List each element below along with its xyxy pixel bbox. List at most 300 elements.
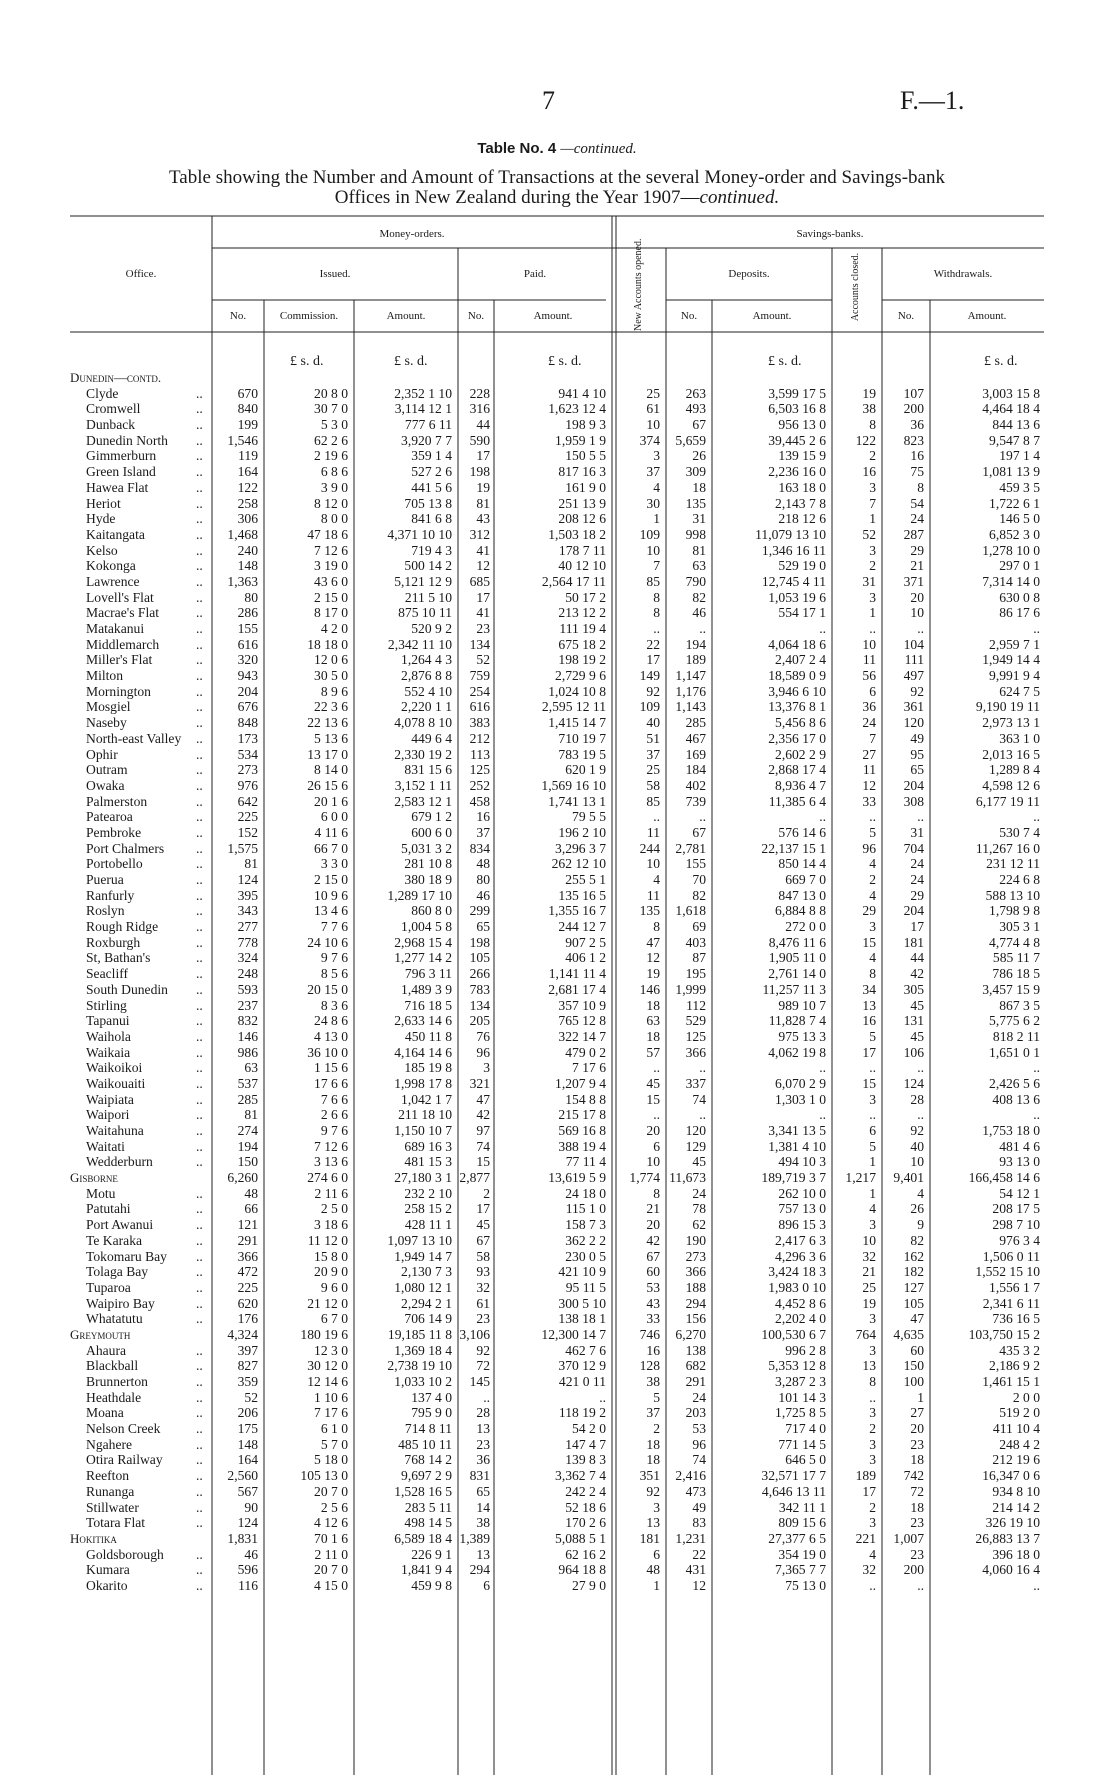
- paid-amount-cell: 255 5 1: [565, 872, 606, 887]
- table-row: [0, 496, 1114, 512]
- deposits-amount-cell: 956 13 0: [778, 417, 826, 433]
- withdrawals-no-cell: 361: [903, 699, 924, 715]
- paid-amount-cell: 50 17 2: [565, 589, 606, 605]
- paid-amount-cell: 161 9 0: [565, 479, 606, 495]
- new-accounts-cell: 109: [639, 526, 660, 542]
- issued-amount-cell: 211 18 10: [398, 1107, 452, 1123]
- deposits-no-cell: 120: [685, 1123, 706, 1138]
- issued-no-cell: 943: [237, 668, 258, 684]
- issued-amount-cell: 4,078 8 10: [394, 715, 452, 731]
- deposits-amount-cell: 646 5 0: [785, 1452, 826, 1468]
- issued-no-cell: 676: [237, 699, 258, 715]
- deposits-no-cell: 790: [685, 573, 706, 589]
- office-name: Heriot: [86, 495, 121, 511]
- office-name: Seacliff: [86, 966, 129, 982]
- deposits-amount-cell: 4,062 19 8: [768, 1044, 826, 1060]
- office-name: Reefton: [86, 1468, 130, 1484]
- issued-no-cell: 148: [237, 558, 258, 574]
- paid-amount-cell: 95 11 5: [565, 1279, 606, 1295]
- issued-commission-cell: 43 6 0: [314, 573, 348, 589]
- issued-amount-cell: 1,264 4 3: [401, 652, 452, 668]
- withdrawals-no-cell: 308: [903, 793, 924, 809]
- paid-amount-cell: 5,088 5 1: [555, 1530, 606, 1546]
- deposits-no-cell: 81: [692, 542, 706, 558]
- withdrawals-amount-cell: 1,552 15 10: [975, 1264, 1040, 1280]
- table-row: [0, 684, 1114, 700]
- office-name: Lawrence: [86, 573, 140, 589]
- withdrawals-amount-cell: 2,013 16 5: [982, 746, 1040, 762]
- table-row: [0, 511, 1114, 527]
- issued-amount-cell: 232 2 10: [404, 1185, 452, 1201]
- withdrawals-amount-cell: 519 2 0: [999, 1405, 1040, 1421]
- accounts-closed-cell: 56: [862, 668, 876, 684]
- withdrawals-amount-cell: 630 0 8: [999, 589, 1040, 605]
- issued-commission-cell: 8 12 0: [314, 495, 348, 511]
- new-accounts-cell: ..: [653, 1107, 660, 1123]
- leader-dots: ..: [196, 636, 203, 652]
- paid-amount-cell: 783 19 5: [558, 746, 606, 762]
- table-row: [0, 480, 1114, 496]
- deposits-amount-cell: 32,571 17 7: [761, 1468, 826, 1484]
- header-withdrawals-amount: Amount.: [967, 310, 1007, 322]
- withdrawals-amount-cell: 9,190 19 11: [975, 699, 1040, 715]
- issued-commission-cell: 7 6 6: [320, 1091, 348, 1107]
- table-row: [0, 794, 1114, 810]
- issued-commission-cell: 20 7 0: [314, 1562, 348, 1578]
- issued-commission-cell: 3 19 0: [314, 558, 348, 574]
- paid-no-cell: 15: [476, 1154, 490, 1170]
- withdrawals-amount-cell: 3,003 15 8: [982, 385, 1040, 401]
- issued-no-cell: 240: [237, 542, 258, 558]
- accounts-closed-cell: 38: [862, 401, 876, 417]
- leader-dots: ..: [196, 432, 203, 448]
- withdrawals-no-cell: 72: [910, 1483, 924, 1499]
- accounts-closed-cell: 16: [862, 1013, 876, 1029]
- new-accounts-cell: 18: [646, 1028, 660, 1044]
- leader-dots: ..: [196, 1107, 203, 1123]
- paid-amount-cell: 62 16 2: [565, 1546, 606, 1562]
- issued-no-cell: 2,560: [227, 1468, 258, 1484]
- issued-commission-cell: 20 8 0: [314, 385, 348, 401]
- withdrawals-no-cell: 200: [903, 401, 924, 417]
- issued-commission-cell: 3 9 0: [320, 479, 348, 495]
- issued-no-cell: 472: [237, 1264, 258, 1280]
- table-row: [0, 1201, 1114, 1217]
- issued-amount-cell: 777 6 11: [404, 417, 452, 433]
- paid-no-cell: 23: [476, 1311, 490, 1327]
- paid-no-cell: 76: [476, 1028, 490, 1044]
- table-row: [0, 417, 1114, 433]
- withdrawals-no-cell: 4,635: [893, 1326, 924, 1342]
- accounts-closed-cell: 29: [862, 903, 876, 919]
- deposits-amount-cell: 75 13 0: [785, 1577, 826, 1593]
- deposits-amount-cell: ..: [819, 809, 826, 825]
- leader-dots: ..: [196, 621, 203, 636]
- withdrawals-amount-cell: ..: [1033, 621, 1040, 636]
- issued-amount-cell: 2,220 1 1: [401, 699, 452, 715]
- issued-no-cell: 63: [244, 1060, 258, 1076]
- new-accounts-cell: 53: [646, 1279, 660, 1295]
- deposits-amount-cell: 669 7 0: [785, 872, 826, 887]
- deposits-amount-cell: 163 18 0: [778, 479, 826, 495]
- issued-amount-cell: 459 9 8: [411, 1577, 452, 1593]
- new-accounts-cell: 60: [646, 1264, 660, 1280]
- accounts-closed-cell: ..: [869, 1577, 876, 1593]
- table-row: [0, 1233, 1114, 1249]
- withdrawals-amount-cell: 2,973 13 1: [982, 715, 1040, 731]
- paid-amount-cell: 907 2 5: [565, 934, 606, 950]
- table-row: [0, 935, 1114, 951]
- withdrawals-amount-cell: 86 17 6: [999, 605, 1040, 621]
- paid-no-cell: ..: [483, 1389, 490, 1405]
- withdrawals-amount-cell: 231 12 11: [986, 856, 1040, 872]
- issued-commission-cell: 17 6 6: [314, 1075, 348, 1091]
- deposits-amount-cell: 139 15 9: [778, 448, 826, 464]
- deposits-no-cell: 12: [692, 1577, 706, 1593]
- table-row: [0, 825, 1114, 841]
- deposits-no-cell: 1,618: [675, 903, 706, 919]
- deposits-no-cell: 74: [692, 1452, 706, 1468]
- deposits-amount-cell: 4,296 3 6: [775, 1248, 826, 1264]
- deposits-no-cell: 63: [692, 558, 706, 574]
- paid-amount-cell: 147 4 7: [565, 1436, 606, 1452]
- withdrawals-no-cell: 20: [910, 589, 924, 605]
- new-accounts-cell: 8: [653, 605, 660, 621]
- withdrawals-amount-cell: 11,267 16 0: [975, 840, 1040, 856]
- paid-no-cell: 590: [469, 432, 490, 448]
- issued-commission-cell: 5 13 6: [314, 730, 348, 746]
- office-name: Waihola: [86, 1028, 131, 1044]
- paid-no-cell: 685: [469, 573, 490, 589]
- office-name: Tokomaru Bay: [86, 1248, 167, 1264]
- accounts-closed-cell: 4: [869, 950, 876, 966]
- accounts-closed-cell: ..: [869, 1389, 876, 1405]
- accounts-closed-cell: 32: [862, 1248, 876, 1264]
- new-accounts-cell: 6: [653, 1138, 660, 1154]
- issued-no-cell: 124: [237, 872, 258, 887]
- table-row: [0, 1186, 1114, 1202]
- table-row: [0, 543, 1114, 559]
- accounts-closed-cell: 5: [869, 1138, 876, 1154]
- issued-amount-cell: 185 19 8: [404, 1060, 452, 1076]
- issued-commission-cell: 274 6 0: [307, 1170, 348, 1186]
- paid-amount-cell: 230 0 5: [565, 1248, 606, 1264]
- accounts-closed-cell: 27: [862, 746, 876, 762]
- page-number: 7: [542, 86, 555, 115]
- paid-amount-cell: 24 18 0: [565, 1185, 606, 1201]
- withdrawals-no-cell: 9,401: [893, 1170, 924, 1186]
- withdrawals-no-cell: 23: [910, 1436, 924, 1452]
- deposits-no-cell: 135: [685, 495, 706, 511]
- new-accounts-cell: 10: [646, 856, 660, 872]
- paid-amount-cell: 198 19 2: [558, 652, 606, 668]
- accounts-closed-cell: 24: [862, 715, 876, 731]
- office-name: Stillwater: [86, 1499, 139, 1515]
- office-name: Roxburgh: [86, 934, 141, 950]
- deposits-amount-cell: 3,599 17 5: [768, 385, 826, 401]
- office-name: Port Awanui: [86, 1217, 154, 1233]
- withdrawals-amount-cell: 9,547 8 7: [989, 432, 1040, 448]
- leader-dots: ..: [196, 777, 203, 793]
- withdrawals-amount-cell: ..: [1033, 809, 1040, 825]
- paid-amount-cell: 262 12 10: [551, 856, 606, 872]
- deposits-no-cell: 67: [692, 824, 706, 840]
- deposits-amount-cell: 3,946 6 10: [768, 683, 826, 699]
- paid-amount-cell: 54 2 0: [572, 1421, 606, 1437]
- new-accounts-cell: 25: [646, 762, 660, 778]
- deposits-no-cell: ..: [699, 1060, 706, 1076]
- withdrawals-amount-cell: 16,347 0 6: [982, 1468, 1040, 1484]
- issued-commission-cell: 18 18 0: [307, 636, 348, 652]
- issued-commission-cell: 1 10 6: [314, 1389, 348, 1405]
- paid-amount-cell: 150 5 5: [565, 448, 606, 464]
- deposits-amount-cell: 11,828 7 4: [768, 1013, 826, 1029]
- accounts-closed-cell: 13: [862, 997, 876, 1013]
- deposits-amount-cell: 1,346 16 11: [761, 542, 826, 558]
- issued-amount-cell: 1,097 13 10: [387, 1232, 452, 1248]
- deposits-amount-cell: 13,376 8 1: [768, 699, 826, 715]
- paid-no-cell: 2,877: [459, 1170, 490, 1186]
- new-accounts-cell: 61: [646, 401, 660, 417]
- deposits-no-cell: 529: [685, 1013, 706, 1029]
- office-name: Tapanui: [86, 1013, 130, 1029]
- issued-amount-cell: 706 14 9: [404, 1311, 452, 1327]
- issued-amount-cell: 520 9 2: [411, 621, 452, 636]
- office-name: Waitati: [86, 1138, 125, 1154]
- accounts-closed-cell: 12: [862, 777, 876, 793]
- paid-amount-cell: 213 12 2: [558, 605, 606, 621]
- new-accounts-cell: 4: [653, 479, 660, 495]
- office-name: Tolaga Bay: [86, 1264, 149, 1280]
- issued-amount-cell: 1,998 17 8: [394, 1075, 452, 1091]
- issued-no-cell: 173: [237, 730, 258, 746]
- withdrawals-amount-cell: 93 13 0: [999, 1154, 1040, 1170]
- issued-no-cell: 1,363: [227, 573, 258, 589]
- office-name: Whatatutu: [86, 1311, 143, 1327]
- leader-dots: ..: [196, 1499, 203, 1515]
- deposits-amount-cell: 847 13 0: [778, 887, 826, 903]
- deposits-no-cell: 739: [685, 793, 706, 809]
- paid-amount-cell: 941 4 10: [558, 385, 606, 401]
- issued-no-cell: 273: [237, 762, 258, 778]
- new-accounts-cell: 128: [639, 1358, 660, 1374]
- paid-no-cell: 65: [476, 919, 490, 935]
- issued-commission-cell: 3 18 6: [314, 1217, 348, 1233]
- accounts-closed-cell: 8: [869, 417, 876, 433]
- deposits-amount-cell: ..: [819, 1107, 826, 1123]
- withdrawals-no-cell: 45: [910, 997, 924, 1013]
- paid-no-cell: 96: [476, 1044, 490, 1060]
- new-accounts-cell: 92: [646, 1483, 660, 1499]
- withdrawals-no-cell: 371: [903, 573, 924, 589]
- table-row: [0, 856, 1114, 872]
- new-accounts-cell: 1,774: [629, 1170, 660, 1186]
- withdrawals-no-cell: 47: [910, 1311, 924, 1327]
- paid-no-cell: 93: [476, 1264, 490, 1280]
- issued-commission-cell: 2 19 6: [314, 448, 348, 464]
- leader-dots: ..: [196, 981, 203, 997]
- issued-commission-cell: 9 7 6: [320, 1123, 348, 1138]
- deposits-no-cell: 190: [685, 1232, 706, 1248]
- new-accounts-cell: 18: [646, 1436, 660, 1452]
- issued-amount-cell: 359 1 4: [411, 448, 452, 464]
- paid-no-cell: 321: [469, 1075, 490, 1091]
- paid-amount-cell: 462 7 6: [565, 1342, 606, 1358]
- deposits-no-cell: 67: [692, 417, 706, 433]
- paid-amount-cell: 138 18 1: [558, 1311, 606, 1327]
- issued-no-cell: 616: [237, 636, 258, 652]
- header-withdrawals: Withdrawals.: [933, 268, 993, 280]
- paid-amount-cell: 300 5 10: [558, 1295, 606, 1311]
- table-row: [0, 1343, 1114, 1359]
- issued-commission-cell: 24 8 6: [314, 1013, 348, 1029]
- deposits-amount-cell: 494 10 3: [778, 1154, 826, 1170]
- deposits-no-cell: 998: [685, 526, 706, 542]
- withdrawals-no-cell: ..: [917, 809, 924, 825]
- withdrawals-amount-cell: 298 7 10: [992, 1217, 1040, 1233]
- issued-no-cell: 48: [244, 1185, 258, 1201]
- issued-commission-cell: 26 15 6: [307, 777, 348, 793]
- leader-dots: ..: [196, 417, 203, 433]
- caption-line-2-italic: continued.: [699, 187, 780, 208]
- withdrawals-no-cell: 150: [903, 1358, 924, 1374]
- header-office: Office.: [125, 268, 157, 280]
- paid-no-cell: 831: [469, 1468, 490, 1484]
- new-accounts-cell: 25: [646, 385, 660, 401]
- accounts-closed-cell: 32: [862, 1562, 876, 1578]
- deposits-no-cell: 53: [692, 1421, 706, 1437]
- issued-commission-cell: 22 3 6: [314, 699, 348, 715]
- paid-no-cell: 48: [476, 856, 490, 872]
- withdrawals-no-cell: 18: [910, 1499, 924, 1515]
- deposits-amount-cell: 2,356 17 0: [768, 730, 826, 746]
- deposits-no-cell: 74: [692, 1091, 706, 1107]
- withdrawals-no-cell: 120: [903, 715, 924, 731]
- issued-amount-cell: 2,633 14 6: [394, 1013, 452, 1029]
- issued-no-cell: 1,831: [227, 1530, 258, 1546]
- new-accounts-cell: 3: [653, 448, 660, 464]
- table-row: [0, 1060, 1114, 1076]
- leader-dots: ..: [196, 809, 203, 825]
- office-name: Wedderburn: [86, 1154, 153, 1170]
- paid-amount-cell: 362 2 2: [565, 1232, 606, 1248]
- deposits-no-cell: 45: [692, 1154, 706, 1170]
- new-accounts-cell: 10: [646, 542, 660, 558]
- deposits-no-cell: 70: [692, 872, 706, 887]
- deposits-no-cell: 78: [692, 1201, 706, 1217]
- issued-no-cell: 81: [244, 856, 258, 872]
- issued-commission-cell: 5 7 0: [320, 1436, 348, 1452]
- paid-amount-cell: 158 7 3: [565, 1217, 606, 1233]
- issued-no-cell: 175: [237, 1421, 258, 1437]
- withdrawals-amount-cell: 736 16 5: [992, 1311, 1040, 1327]
- withdrawals-no-cell: 26: [910, 1201, 924, 1217]
- table-row: [0, 464, 1114, 480]
- leader-dots: ..: [196, 1013, 203, 1029]
- issued-commission-cell: 15 8 0: [314, 1248, 348, 1264]
- leader-dots: ..: [196, 448, 203, 464]
- withdrawals-amount-cell: 214 14 2: [992, 1499, 1040, 1515]
- table-row: [0, 401, 1114, 417]
- new-accounts-cell: 21: [646, 1201, 660, 1217]
- withdrawals-no-cell: 92: [910, 1123, 924, 1138]
- paid-no-cell: 32: [476, 1279, 490, 1295]
- leader-dots: ..: [196, 1562, 203, 1578]
- header-issued: Issued.: [319, 268, 351, 280]
- deposits-amount-cell: 2,868 17 4: [768, 762, 826, 778]
- paid-no-cell: 23: [476, 1436, 490, 1452]
- withdrawals-no-cell: 305: [903, 981, 924, 997]
- leader-dots: ..: [196, 589, 203, 605]
- withdrawals-no-cell: 24: [910, 511, 924, 527]
- paid-no-cell: 254: [469, 683, 490, 699]
- withdrawals-no-cell: 9: [917, 1217, 924, 1233]
- issued-amount-cell: 226 9 1: [411, 1546, 452, 1562]
- withdrawals-amount-cell: ..: [1033, 1577, 1040, 1593]
- issued-amount-cell: 2,294 2 1: [401, 1295, 452, 1311]
- issued-amount-cell: 9,697 2 9: [401, 1468, 452, 1484]
- accounts-closed-cell: 52: [862, 526, 876, 542]
- office-name: Okarito: [86, 1577, 128, 1593]
- issued-commission-cell: 4 11 6: [314, 824, 348, 840]
- paid-no-cell: 97: [476, 1123, 490, 1138]
- paid-no-cell: 2: [483, 1185, 490, 1201]
- withdrawals-amount-cell: 1,753 18 0: [982, 1123, 1040, 1138]
- office-name: Waitahuna: [86, 1123, 144, 1138]
- accounts-closed-cell: 25: [862, 1279, 876, 1295]
- paid-no-cell: 17: [476, 448, 490, 464]
- withdrawals-no-cell: 60: [910, 1342, 924, 1358]
- deposits-no-cell: 366: [685, 1044, 706, 1060]
- issued-no-cell: 366: [237, 1248, 258, 1264]
- accounts-closed-cell: 15: [862, 1075, 876, 1091]
- table-row: [0, 1374, 1114, 1390]
- issued-no-cell: 164: [237, 1452, 258, 1468]
- new-accounts-cell: 20: [646, 1217, 660, 1233]
- deposits-no-cell: 203: [685, 1405, 706, 1421]
- new-accounts-cell: 8: [653, 1185, 660, 1201]
- issued-commission-cell: 7 12 6: [314, 1138, 348, 1154]
- accounts-closed-cell: 19: [862, 1295, 876, 1311]
- issued-amount-cell: 841 6 8: [411, 511, 452, 527]
- deposits-amount-cell: 1,381 4 10: [768, 1138, 826, 1154]
- withdrawals-no-cell: 704: [903, 840, 924, 856]
- deposits-no-cell: 194: [685, 636, 706, 652]
- table-row: [0, 668, 1114, 684]
- new-accounts-cell: 13: [646, 1515, 660, 1531]
- withdrawals-no-cell: 40: [910, 1138, 924, 1154]
- paid-amount-cell: 1,959 1 9: [555, 432, 606, 448]
- paid-no-cell: 312: [469, 526, 490, 542]
- deposits-no-cell: 49: [692, 1499, 706, 1515]
- paid-amount-cell: 357 10 9: [558, 997, 606, 1013]
- table-row: [0, 621, 1114, 637]
- issued-amount-cell: 500 14 2: [404, 558, 452, 574]
- deposits-amount-cell: 2,143 7 8: [775, 495, 826, 511]
- withdrawals-amount-cell: 459 3 5: [999, 479, 1040, 495]
- issued-commission-cell: 12 14 6: [307, 1374, 348, 1389]
- issued-no-cell: 248: [237, 966, 258, 982]
- paid-no-cell: 92: [476, 1342, 490, 1358]
- table-row: [0, 731, 1114, 747]
- table-row: [0, 1249, 1114, 1265]
- withdrawals-amount-cell: 2 0 0: [1012, 1389, 1040, 1405]
- office-name: Kaitangata: [86, 526, 145, 542]
- leader-dots: ..: [196, 887, 203, 903]
- issued-amount-cell: 689 16 3: [404, 1138, 452, 1154]
- paid-amount-cell: 2,729 9 6: [555, 668, 606, 684]
- header-accounts-closed: Accounts closed.: [850, 252, 861, 322]
